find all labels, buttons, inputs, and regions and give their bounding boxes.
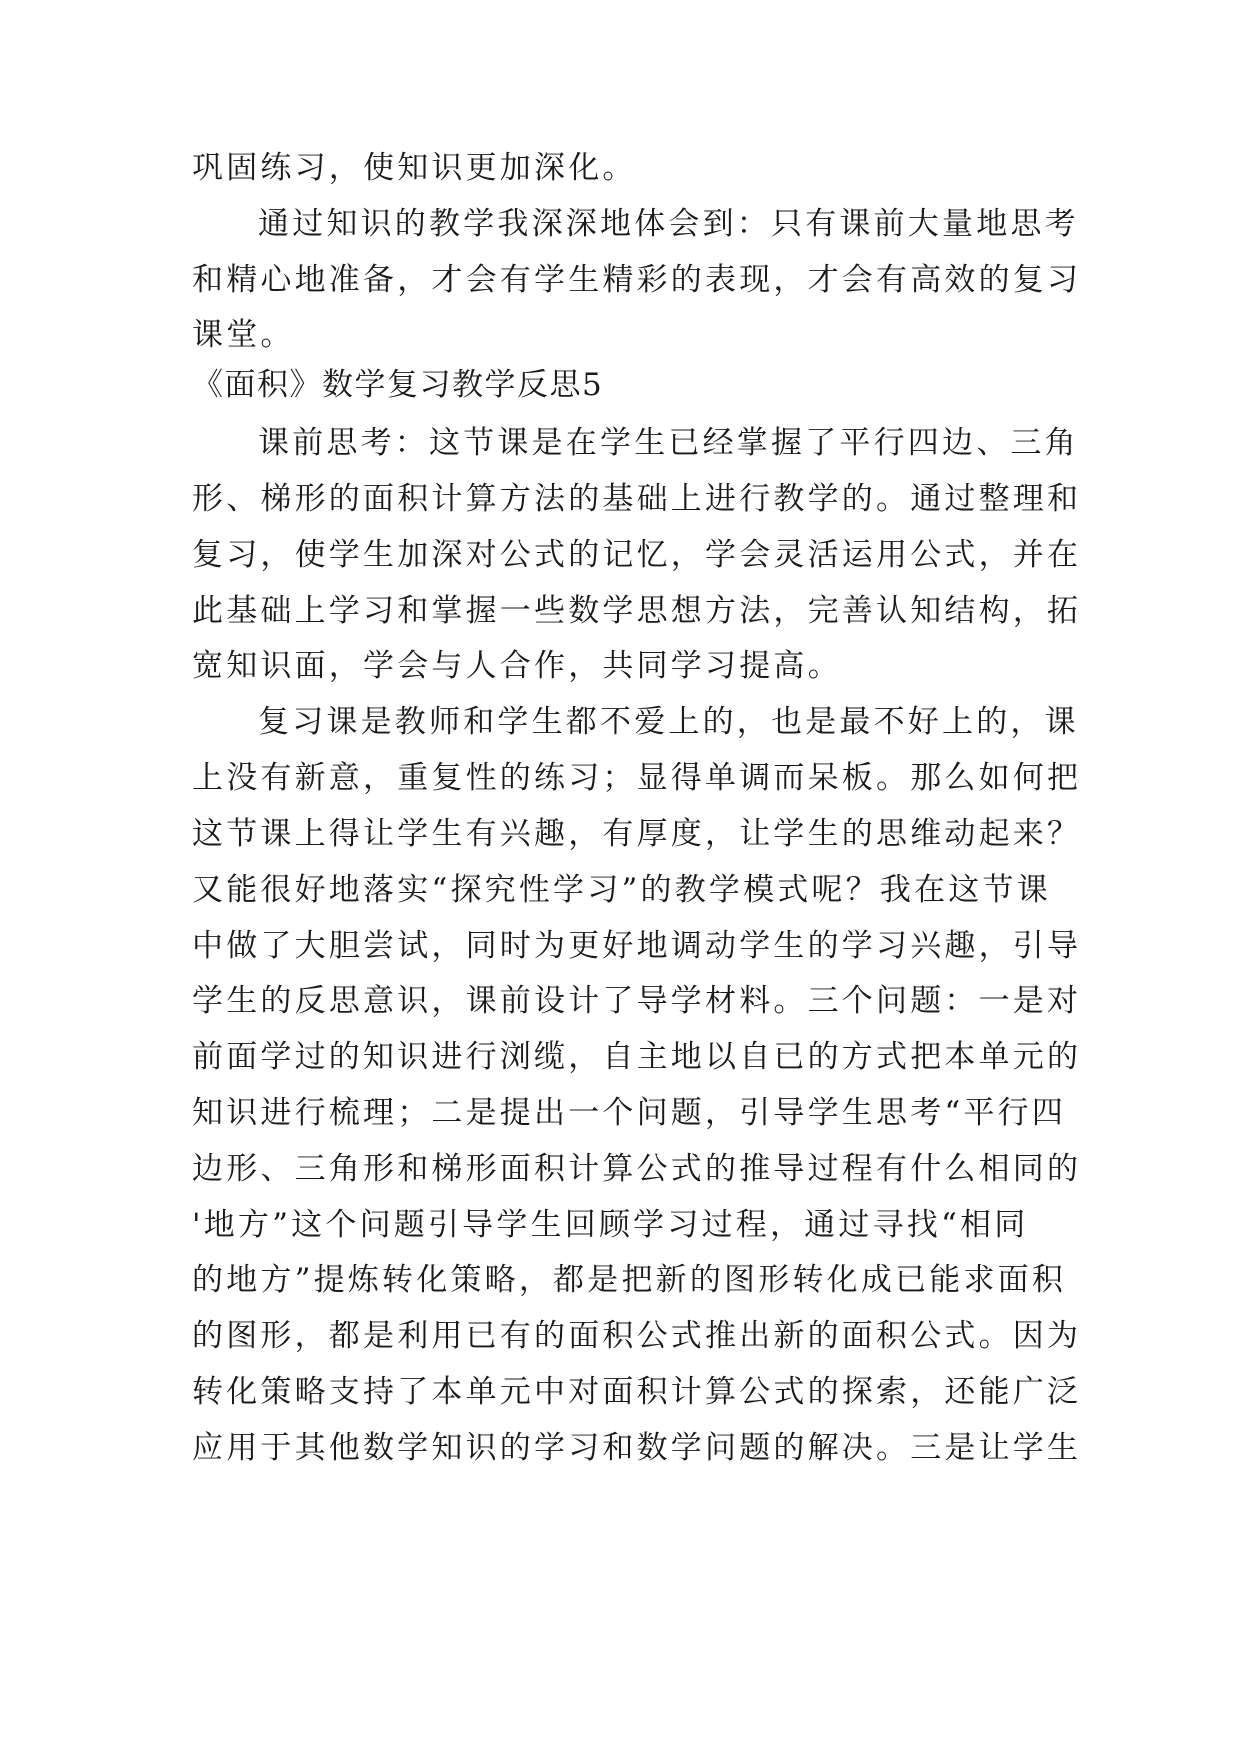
text-line: 又能很好地落实“探究性学习”的教学模式呢？我在这节课 <box>192 872 1051 908</box>
text-line: 的图形，都是利用已有的面积公式推出新的面积公式。因为 <box>192 1318 1082 1354</box>
text-line: '地方”这个问题引导学生回顾学习过程，通过寻找“相同 <box>192 1207 1029 1243</box>
text-line: 此基础上学习和掌握一些数学思想方法，完善认知结构，拓 <box>192 593 1082 629</box>
text-line: 上没有新意，重复性的练习；显得单调而呆板。那么如何把 <box>192 760 1082 796</box>
text-line: 复习，使学生加深对公式的记忆，学会灵活运用公式，并在 <box>192 537 1082 573</box>
text-line: 应用于其他数学知识的学习和数学问题的解决。三是让学生 <box>192 1430 1082 1466</box>
text-line: 的地方”提炼转化策略，都是把新的图形转化成已能求面积 <box>192 1262 1067 1298</box>
text-line: 宽知识面，学会与人合作，共同学习提高。 <box>192 648 842 684</box>
text-line: 学生的反思意识，课前设计了导学材料。三个问题：一是对 <box>192 983 1082 1019</box>
text-line: 边形、三角形和梯形面积计算公式的推导过程有什么相同的 <box>192 1151 1082 1187</box>
text-line: 课前思考：这节课是在学生已经掌握了平行四边、三角 <box>258 425 1079 461</box>
text-line: 转化策略支持了本单元中对面积计算公式的探索，还能广泛 <box>192 1374 1082 1410</box>
text-line: 中做了大胆尝试，同时为更好地调动学生的学习兴趣，引导 <box>192 928 1082 964</box>
text-line: 前面学过的知识进行浏缆，自主地以自已的方式把本单元的 <box>192 1039 1082 1075</box>
text-line: 课堂。 <box>192 317 295 353</box>
text-line: 复习课是教师和学生都不爱上的，也是最不好上的，课 <box>258 704 1079 740</box>
text-line: 通过知识的教学我深深地体会到：只有课前大量地思考 <box>258 206 1079 242</box>
text-line: 形、梯形的面积计算方法的基础上进行教学的。通过整理和 <box>192 481 1082 517</box>
section-heading: 《面积》数学复习教学反思5 <box>192 367 604 403</box>
text-line: 巩固练习，使知识更加深化。 <box>192 150 637 186</box>
text-line: 知识进行梳理；二是提出一个问题，引导学生思考“平行四 <box>192 1095 1067 1131</box>
text-line: 和精心地准备，才会有学生精彩的表现，才会有高效的复习 <box>192 262 1082 298</box>
text-line: 这节课上得让学生有兴趣，有厚度，让学生的思维动起来？ <box>192 816 1082 852</box>
